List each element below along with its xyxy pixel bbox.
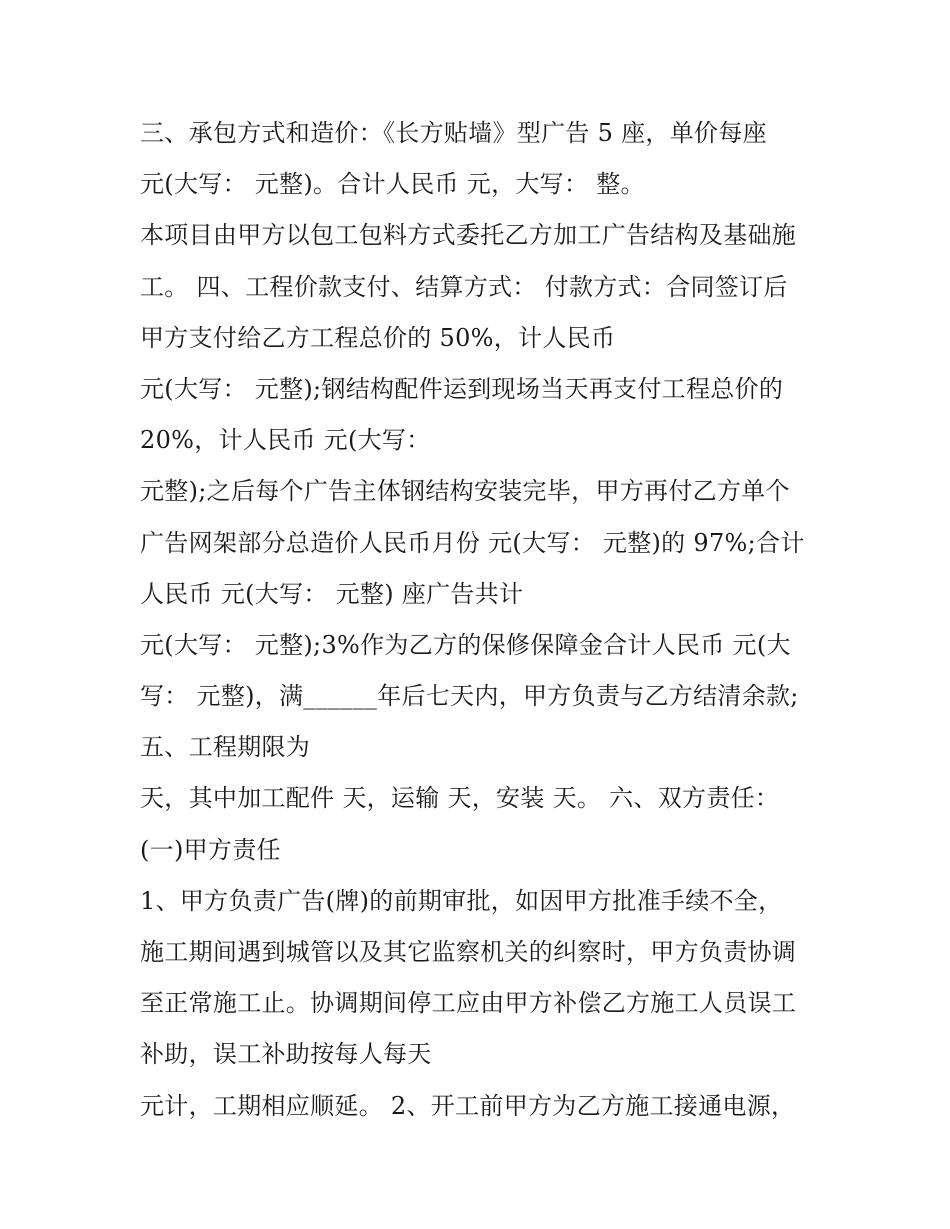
text-line: 工。 四、工程价款支付、结算方式： 付款方式：合同签订后 bbox=[140, 272, 788, 301]
text-line: (一)甲方责任 bbox=[140, 835, 281, 864]
text-line: 元(大写： 元整)。合计人民币 元，大写： 整。 bbox=[140, 170, 645, 199]
contract-body bbox=[140, 108, 830, 1132]
text-line: 元(大写： 元整);3%作为乙方的保修保障金合计人民币 元(大 bbox=[140, 630, 791, 659]
text-line: 20%，计人民币 元(大写： bbox=[140, 426, 431, 455]
text-line: 甲方支付给乙方工程总价的 50%，计人民币 bbox=[140, 323, 616, 352]
text-line: 人民币 元(大写： 元整) 座广告共计 bbox=[140, 579, 524, 608]
text-line: 元计，工期相应顺延。 2、开工前甲方为乙方施工接通电源， bbox=[140, 1091, 796, 1120]
text-line: 三、承包方式和造价：《长方贴墙》型广告 5 座，单价每座 bbox=[140, 119, 767, 147]
text-line: 元(大写： 元整);钢结构配件运到现场当天再支付工程总价的 bbox=[140, 374, 784, 403]
text-line: 写： 元整)，满______年后七天内，甲方负责与乙方结清余款; bbox=[140, 682, 799, 711]
text-line: 五、工程期限为 bbox=[140, 733, 311, 762]
text-line: 施工期间遇到城管以及其它监察机关的纠察时，甲方负责协调 bbox=[140, 938, 797, 966]
text-line: 补助，误工补助按每人每天 bbox=[140, 1040, 432, 1069]
text-line: 至正常施工止。协调期间停工应由甲方补偿乙方施工人员误工 bbox=[140, 989, 797, 1018]
text-line: 1、甲方负责广告(牌)的前期审批，如因甲方批准手续不全， bbox=[140, 886, 783, 915]
text-line: 天，其中加工配件 天，运输 天，安装 天。 六、双方责任： bbox=[140, 784, 780, 813]
text-line: 元整);之后每个广告主体钢结构安装完毕，甲方再付乙方单个 bbox=[140, 477, 790, 506]
text-line: 本项目由甲方以包工包料方式委托乙方加工广告结构及基础施 bbox=[140, 221, 797, 250]
text-line: 广告网架部分总造价人民币月份 元(大写： 元整)的 97%;合计 bbox=[140, 528, 805, 557]
